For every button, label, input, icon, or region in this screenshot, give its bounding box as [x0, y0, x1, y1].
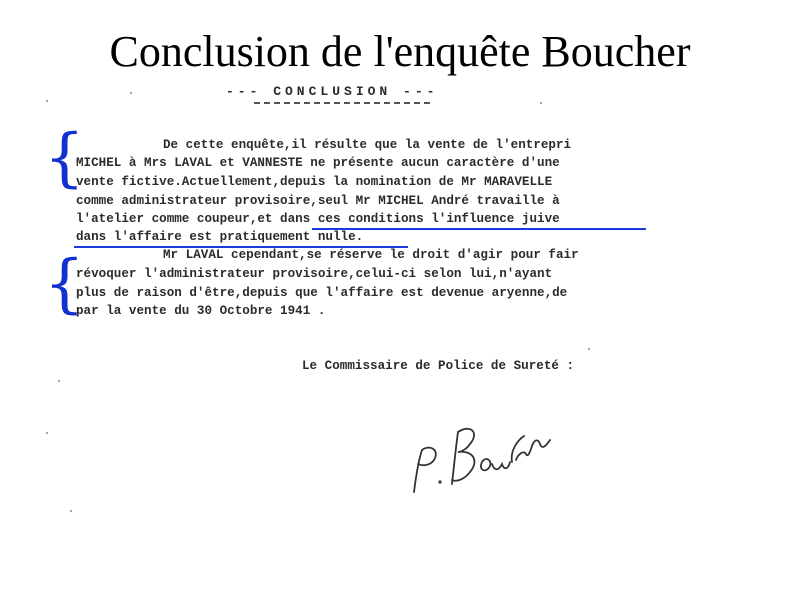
paragraph-line: l'atelier comme coupeur,et dans ces conditions l'influence juive [76, 212, 560, 226]
paragraph-line: plus de raison d'être,depuis que l'affaire est devenue aryenne,de [76, 286, 568, 300]
scan-speck [540, 102, 542, 104]
heading-underline [254, 102, 430, 104]
left-brace-annotation: { [44, 247, 85, 321]
paragraph-line: dans l'affaire est pratiquement nulle. [76, 230, 364, 244]
paragraph-line: par la vente du 30 Octobre 1941 . [76, 304, 326, 318]
underline-annotation [312, 228, 646, 230]
document-heading: --- CONCLUSION --- [226, 84, 439, 99]
scan-speck [588, 348, 590, 350]
handwritten-signature [400, 410, 560, 500]
signature-label: Le Commissaire de Police de Sureté : [302, 359, 575, 373]
paragraph-line: MICHEL à Mrs LAVAL et VANNESTE ne présente aucun caractère d'une [76, 156, 560, 170]
scan-speck [58, 380, 60, 382]
paragraph-line: Mr LAVAL cependant,se réserve le droit d'agir pour fair [163, 248, 579, 262]
scanned-document [0, 80, 800, 600]
paragraph-line: vente fictive.Actuellement,depuis la nomination de Mr MARAVELLE [76, 175, 553, 189]
scan-speck [130, 92, 132, 94]
left-brace-annotation: { [44, 121, 85, 195]
scan-speck [46, 100, 48, 102]
paragraph-line: comme administrateur provisoire,seul Mr MICHEL André travaille à [76, 194, 560, 208]
paragraph-line: révoquer l'administrateur provisoire,celui-ci selon lui,n'ayant [76, 267, 553, 281]
slide-title: Conclusion de l'enquête Boucher [109, 27, 691, 76]
paragraph-line: De cette enquête,il résulte que la vente de l'entrepri [163, 138, 572, 152]
scan-speck [70, 510, 72, 512]
scan-speck [46, 432, 48, 434]
